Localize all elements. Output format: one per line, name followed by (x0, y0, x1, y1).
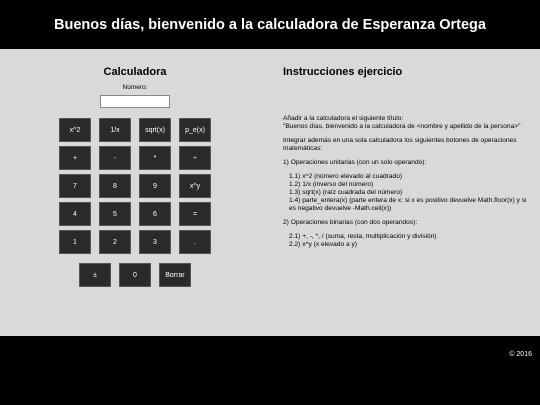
digit-7-button[interactable]: 7 (59, 174, 91, 198)
instructions-title-quote: "Buenos días, bienvenido a la calculadora de <nombre y apellido de la persona>" (283, 123, 521, 130)
binary-item: 2.2) x^y (x elevado a y) (289, 241, 357, 248)
inverse-button[interactable]: 1/x (99, 118, 131, 142)
plus-button[interactable]: + (59, 146, 91, 170)
unary-item: 1.3) sqrt(x) (raíz cuadrada del número) (289, 189, 403, 196)
integer-part-button[interactable]: p_e(x) (179, 118, 211, 142)
minus-button[interactable]: - (99, 146, 131, 170)
instructions-paragraph-buttons: Integrar además en una sola calculadora los siguientes botones de operaciones matemáticas: (283, 137, 517, 152)
instructions-title-line: Añadir a la calculadora el siguiente título: (283, 115, 404, 122)
unary-item: 1.4) parte_entera(x) (parte entera de x: si x es positivo devuelve Math.floor(x) y si es negativo devuelve -Math.ceil(x)) (289, 197, 527, 212)
copyright-text: © 2016 (509, 351, 532, 358)
binary-heading: 2) Operaciones binarias (con dos operandos): (283, 219, 418, 226)
instructions-panel (283, 66, 533, 255)
page-footer (0, 336, 540, 405)
multiply-button[interactable]: * (139, 146, 171, 170)
main-content (0, 49, 540, 336)
number-label: Número: (122, 84, 148, 91)
unary-list (283, 173, 533, 213)
unary-item: 1.1) x^2 (número elevado al cuadrado) (289, 173, 403, 180)
digit-1-button[interactable]: 1 (59, 230, 91, 254)
digit-4-button[interactable]: 4 (59, 202, 91, 226)
decimal-button[interactable]: . (179, 230, 211, 254)
digit-3-button[interactable]: 3 (139, 230, 171, 254)
unary-heading: 1) Operaciones unitarias (con un solo operando): (283, 159, 427, 166)
digit-9-button[interactable]: 9 (139, 174, 171, 198)
equals-button[interactable]: = (179, 202, 211, 226)
power-button[interactable]: x^y (179, 174, 211, 198)
square-button[interactable]: x^2 (59, 118, 91, 142)
instructions-paragraph-title (283, 115, 533, 131)
digit-8-button[interactable]: 8 (99, 174, 131, 198)
calculator-title: Calculadora (103, 66, 167, 78)
digit-6-button[interactable]: 6 (139, 202, 171, 226)
digit-5-button[interactable]: 5 (99, 202, 131, 226)
sqrt-button[interactable]: sqrt(x) (139, 118, 171, 142)
unary-item: 1.2) 1/x (inverso del número) (289, 181, 374, 188)
digit-2-button[interactable]: 2 (99, 230, 131, 254)
number-input[interactable] (100, 95, 170, 108)
digit-0-button[interactable]: 0 (119, 263, 151, 287)
page-title: Buenos días, bienvenido a la calculadora de Esperanza Ortega (54, 16, 486, 33)
divide-button[interactable]: ÷ (179, 146, 211, 170)
binary-list (283, 233, 533, 249)
clear-button[interactable]: Borrar (159, 263, 191, 287)
binary-item: 2.1) +, -, *, / (suma, resta, multiplicación y división) (289, 233, 437, 240)
page-header (0, 0, 540, 49)
instructions-title: Instrucciones ejercicio (283, 66, 403, 78)
sign-toggle-button[interactable]: ± (79, 263, 111, 287)
